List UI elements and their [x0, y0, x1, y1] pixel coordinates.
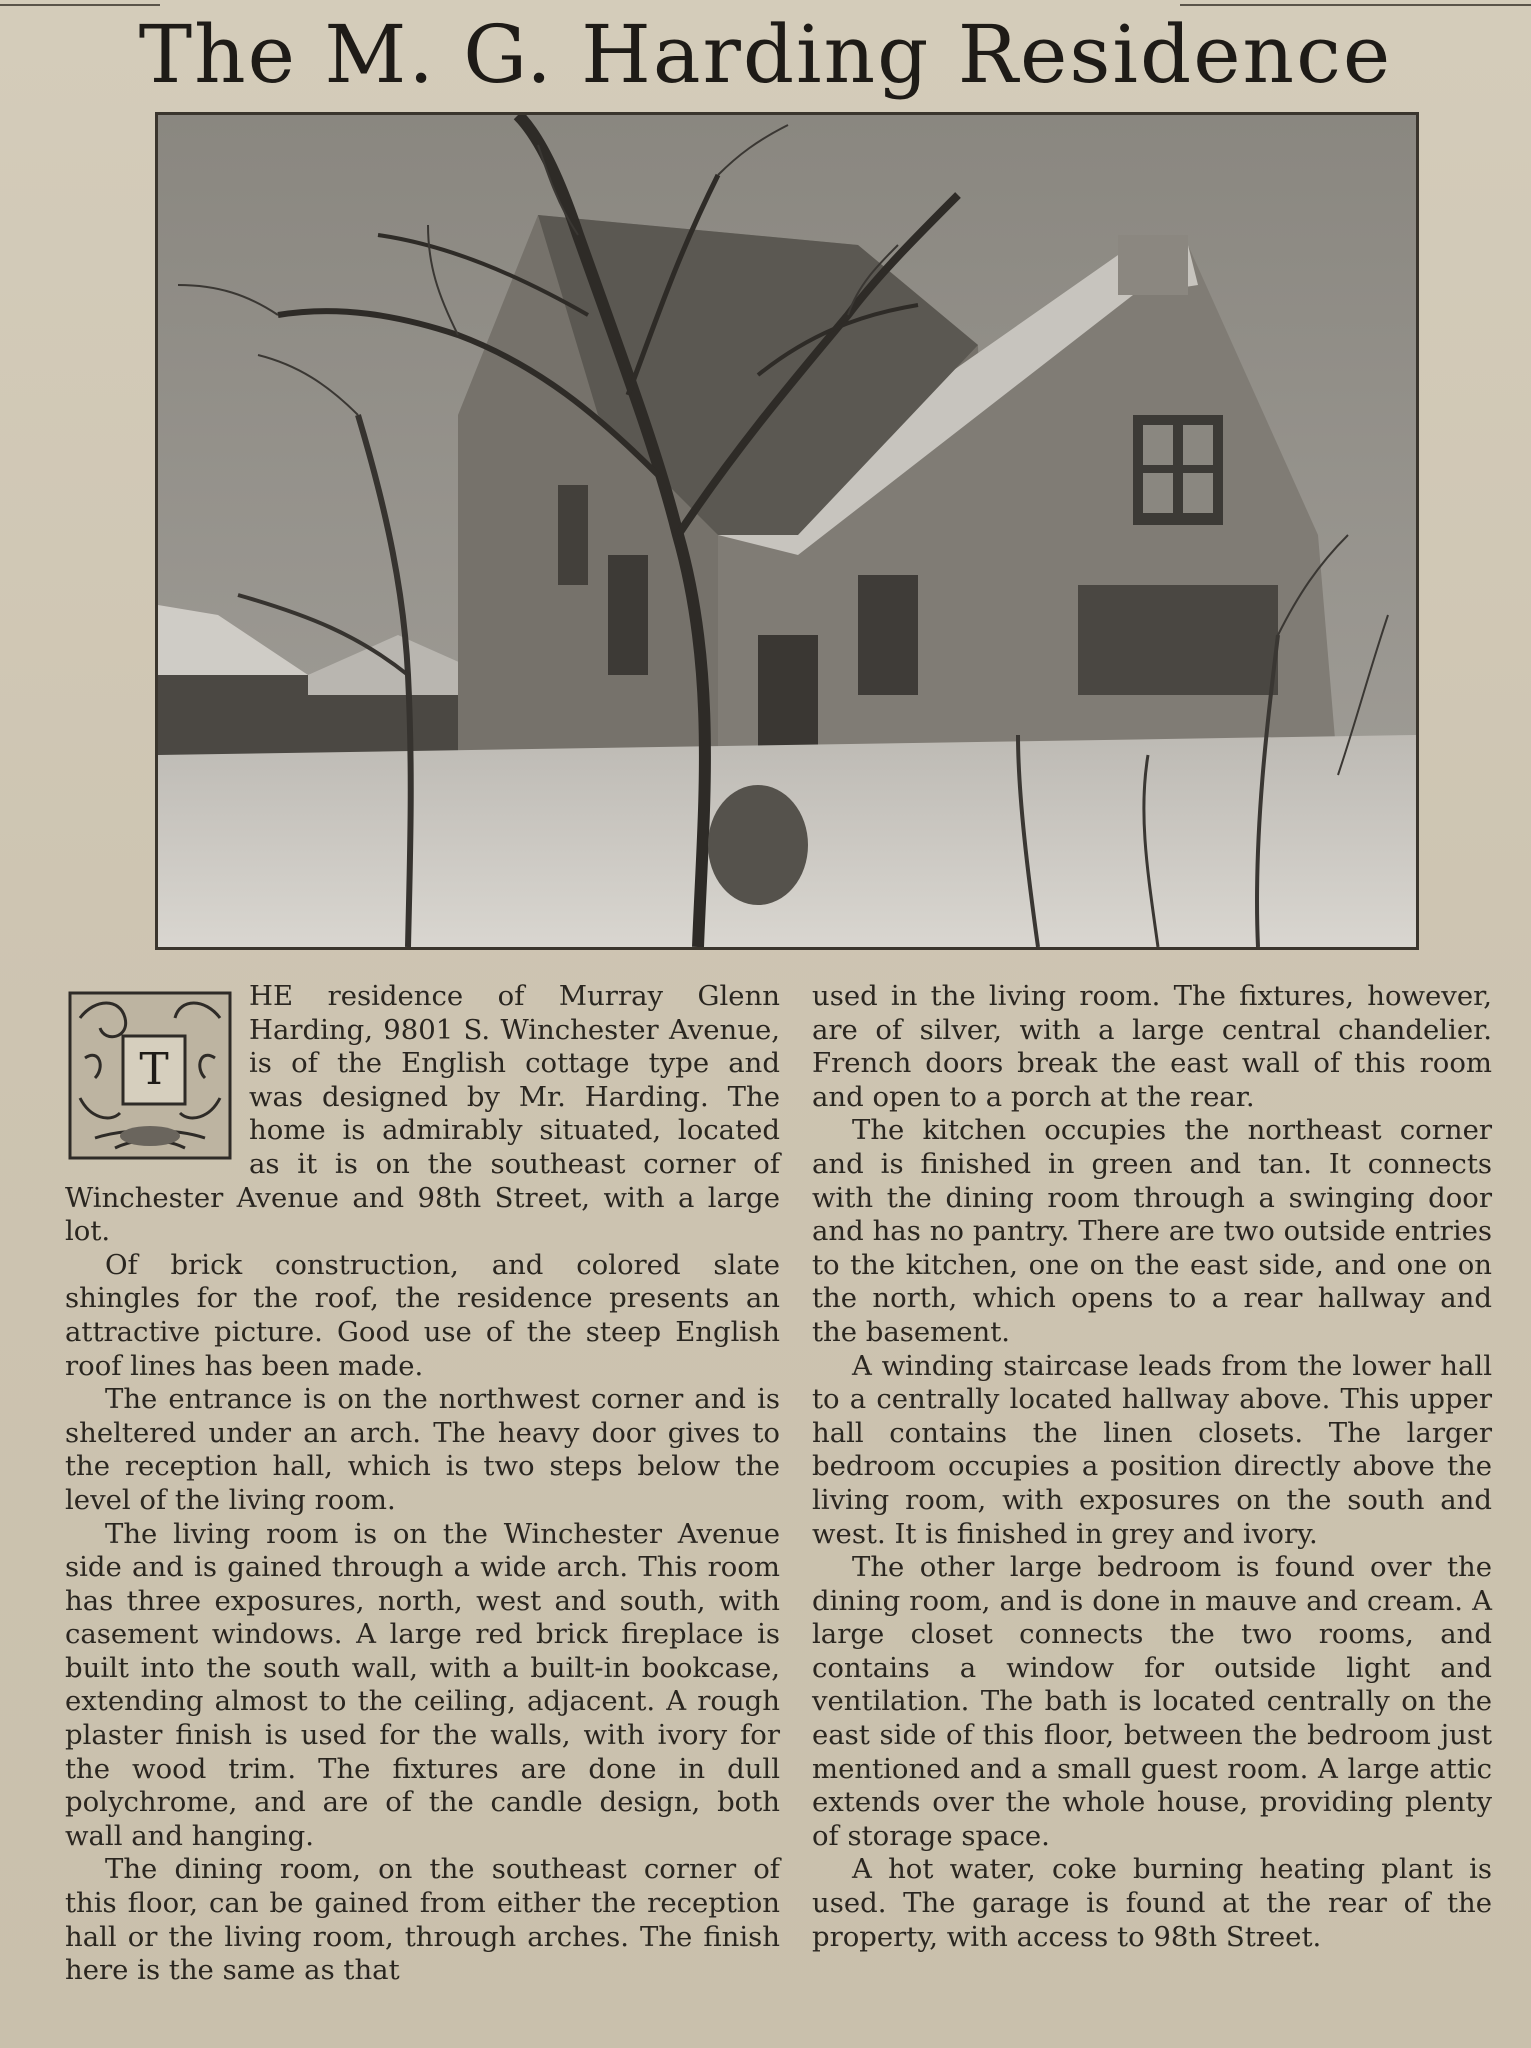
paragraph: Of brick construction, and colored slate shingles for the roof, the residence presents an attractive picture. Good use of the steep English roof lines has been made. — [65, 1248, 780, 1382]
left-column — [65, 980, 780, 2040]
paragraph: The entrance is on the northwest corner and is sheltered under an arch. The heavy door gives to the reception hall, which is two steps below the level of the living room. — [65, 1383, 780, 1516]
paragraph: The kitchen occupies the northeast corner and is finished in green and tan. It connects with the dining room through a swinging door and has no pantry. There are two outside entries to the kitchen, one on the east side, and one on the north, which opens to a rear hallway and the basement. — [812, 1114, 1492, 1348]
drop-cap-ornament — [65, 988, 235, 1163]
paragraph: used in the living room. The fixtures, however, are of silver, with a large central chandelier. French doors break the east wall of this room and open to a porch at the rear. — [812, 980, 1492, 1113]
paragraph: HE residence of Murray Glenn Harding, 9801 S. Winchester Avenue, is of the English cottage type and was designed by Mr. Harding. The home is admirably situated, located as it is on the southeast corner of Winchester Avenue and 98th Street, with a large lot. — [65, 980, 780, 1248]
house-photo — [155, 112, 1419, 950]
right-column — [812, 980, 1492, 2040]
paragraph: The living room is on the Winchester Avenue side and is gained through a wide arch. This room has three exposures, north, west and south, with casement windows. A large red brick fireplace is built into the south wall, with a built-in bookcase, extending almost to the ceiling, adjacent. A rough plaster finish is used for the walls, with ivory for the wood trim. The fixtures are done in dull polychrome, and are of the candle design, both wall and hanging. — [65, 1517, 780, 1852]
drop-cap-letter: T — [139, 1044, 169, 1095]
paragraph: The dining room, on the southeast corner of this floor, can be gained from either the reception hall or the living room, through arches. The finish here is the same as that — [65, 1853, 780, 1987]
paragraph: A hot water, coke burning heating plant is used. The garage is found at the rear of the property, with access to 98th Street. — [812, 1853, 1492, 1953]
article-title: The M. G. Harding Residence — [138, 8, 1393, 101]
paragraph: The other large bedroom is found over the dining room, and is done in mauve and cream. A large closet connects the two rooms, and contains a window for outside light and ventilation. The bath is located centrally on the east side of this floor, between the bedroom just mentioned and a small guest room. A large attic extends over the whole house, providing plenty of storage space. — [812, 1551, 1492, 1852]
paragraph: A winding staircase leads from the lower hall to a centrally located hallway above. This upper hall contains the linen closets. The larger bedroom occupies a position directly above the living room, with exposures on the south and west. It is finished in grey and ivory. — [812, 1349, 1492, 1550]
